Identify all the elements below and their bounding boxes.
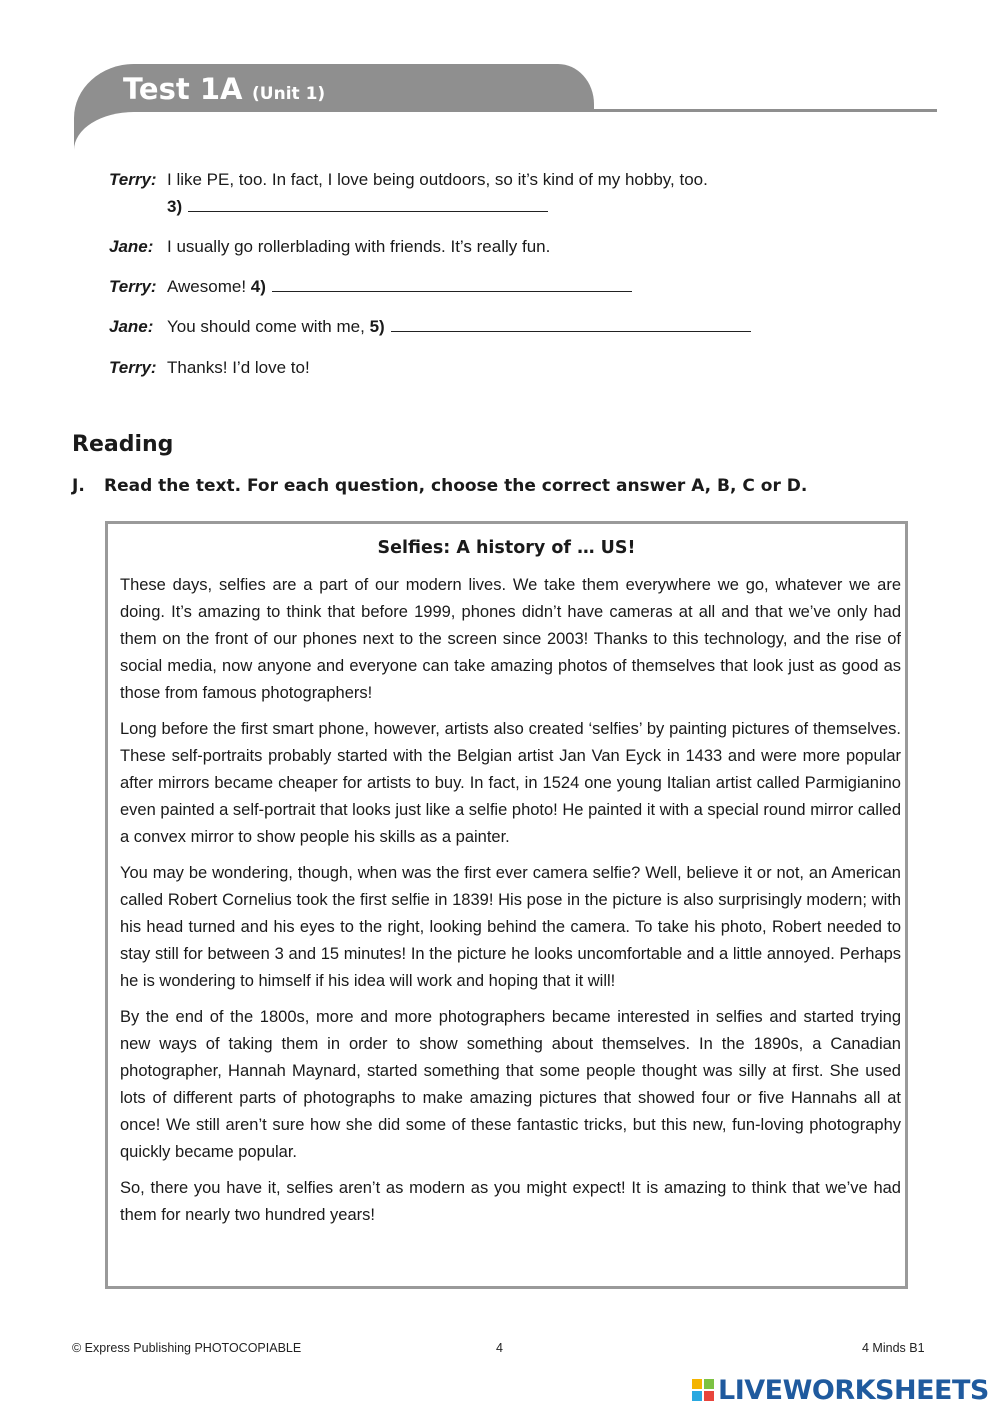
unit-subtitle: (Unit 1): [252, 84, 326, 104]
dialogue-line: [167, 195, 548, 219]
answer-blank-4[interactable]: [272, 275, 632, 292]
test-title: Test 1A: [123, 72, 243, 106]
article-title: Selfies: A history of … US!: [377, 538, 636, 558]
reading-text-box: [105, 521, 908, 1289]
article-paragraph: So, there you have it, selfies aren’t as modern as you might expect! It is amazing to think that we’ve had them for nearly two hundred years!: [120, 1179, 901, 1224]
dialogue-text: Thanks! I’d love to!: [167, 358, 310, 377]
speaker-name: Terry:: [109, 277, 157, 296]
article-paragraph: These days, selfies are a part of our modern lives. We take them everywhere we go, whatever we are doing. It’s amazing to think that before 1999, phones didn’t have cameras at all and that we’ve only had them on the front of our phones next to the screen since 2003! Thanks to this technology, and the rise of social media, now anyone and everyone can take amazing photos of themselves that look just as good as those from famous photographers!: [120, 576, 901, 702]
logo-square: [692, 1379, 702, 1389]
logo-square: [704, 1391, 714, 1401]
speaker-name: Terry:: [109, 170, 157, 189]
dialogue-line: [109, 235, 550, 259]
speaker-name: Jane:: [109, 237, 154, 256]
footer-book-title: 4 Minds B1: [862, 1341, 925, 1355]
answer-blank-5[interactable]: [391, 315, 751, 332]
article-body: [120, 572, 901, 1238]
dialogue-line: [109, 275, 632, 299]
speaker-name: Terry:: [109, 358, 157, 377]
header-tab-curve: [74, 112, 594, 152]
page-title: [123, 72, 325, 106]
dialogue-line: [109, 356, 310, 380]
dialogue-text: I usually go rollerblading with friends. It’s really fun.: [167, 237, 551, 256]
dialogue-line: [109, 168, 708, 192]
logo-square: [692, 1391, 702, 1401]
liveworksheets-logo[interactable]: [692, 1374, 989, 1406]
instruction-text: Read the text. For each question, choose the correct answer A, B, C or D.: [104, 476, 808, 496]
article-paragraph: You may be wondering, though, when was the first ever camera selfie? Well, believe it or not, an American called Robert Cornelius took the first selfie in 1839! His pose in the picture is also surprisingly modern; with his head turned and his eyes to the right, looking behind the camera. To take his photo, Robert needed to stay still for between 3 and 15 minutes! In the picture he looks uncomfortable and a little annoyed. Perhaps he is wondering to himself if his idea will work and hoping that it will!: [120, 864, 901, 990]
dialogue-line: [109, 315, 751, 339]
dialogue-text: Awesome!: [167, 277, 247, 296]
speaker-name: Jane:: [109, 317, 154, 336]
liveworksheets-wordmark: LIVEWORKSHEETS: [718, 1374, 989, 1406]
gap-number: 5): [369, 317, 385, 336]
exercise-instruction: [72, 476, 807, 496]
answer-blank-3[interactable]: [188, 195, 548, 212]
liveworksheets-logo-icon: [692, 1379, 714, 1401]
dialogue-text: I like PE, too. In fact, I love being outdoors, so it’s kind of my hobby, too.: [167, 170, 708, 189]
section-heading: Reading: [72, 432, 174, 457]
gap-number: 4): [250, 277, 266, 296]
article-paragraph: Long before the first smart phone, however, artists also created ‘selfies’ by painting pictures of themselves. These self-portraits probably started with the Belgian artist Jan Van Eyck in 1433 and were more popular after mirrors became cheaper for artists to buy. In fact, in 1524 one young Italian artist called Parmigianino even painted a self-portrait that looks just like a selfie photo! He painted it with a special round mirror called a convex mirror to show people his skills as a painter.: [120, 720, 901, 846]
gap-number: 3): [167, 197, 183, 216]
footer-copyright: © Express Publishing PHOTOCOPIABLE: [72, 1341, 302, 1355]
logo-square: [704, 1379, 714, 1389]
exercise-letter: J.: [72, 476, 85, 496]
header-rule: [592, 109, 937, 112]
footer-page-number: 4: [496, 1341, 503, 1355]
article-paragraph: By the end of the 1800s, more and more photographers became interested in selfies and started trying new ways of taking them in order to show something about themselves. In the 1890s, a Canadian photographer, Hannah Maynard, started something that some people thought was silly at first. She used lots of different parts of photographs to make amazing pictures that showed four or five Hannahs all at once! We still aren’t sure how she did some of these fantastic tricks, but this new, fun-loving photography quickly became popular.: [120, 1008, 901, 1161]
dialogue-text: You should come with me,: [167, 317, 365, 336]
